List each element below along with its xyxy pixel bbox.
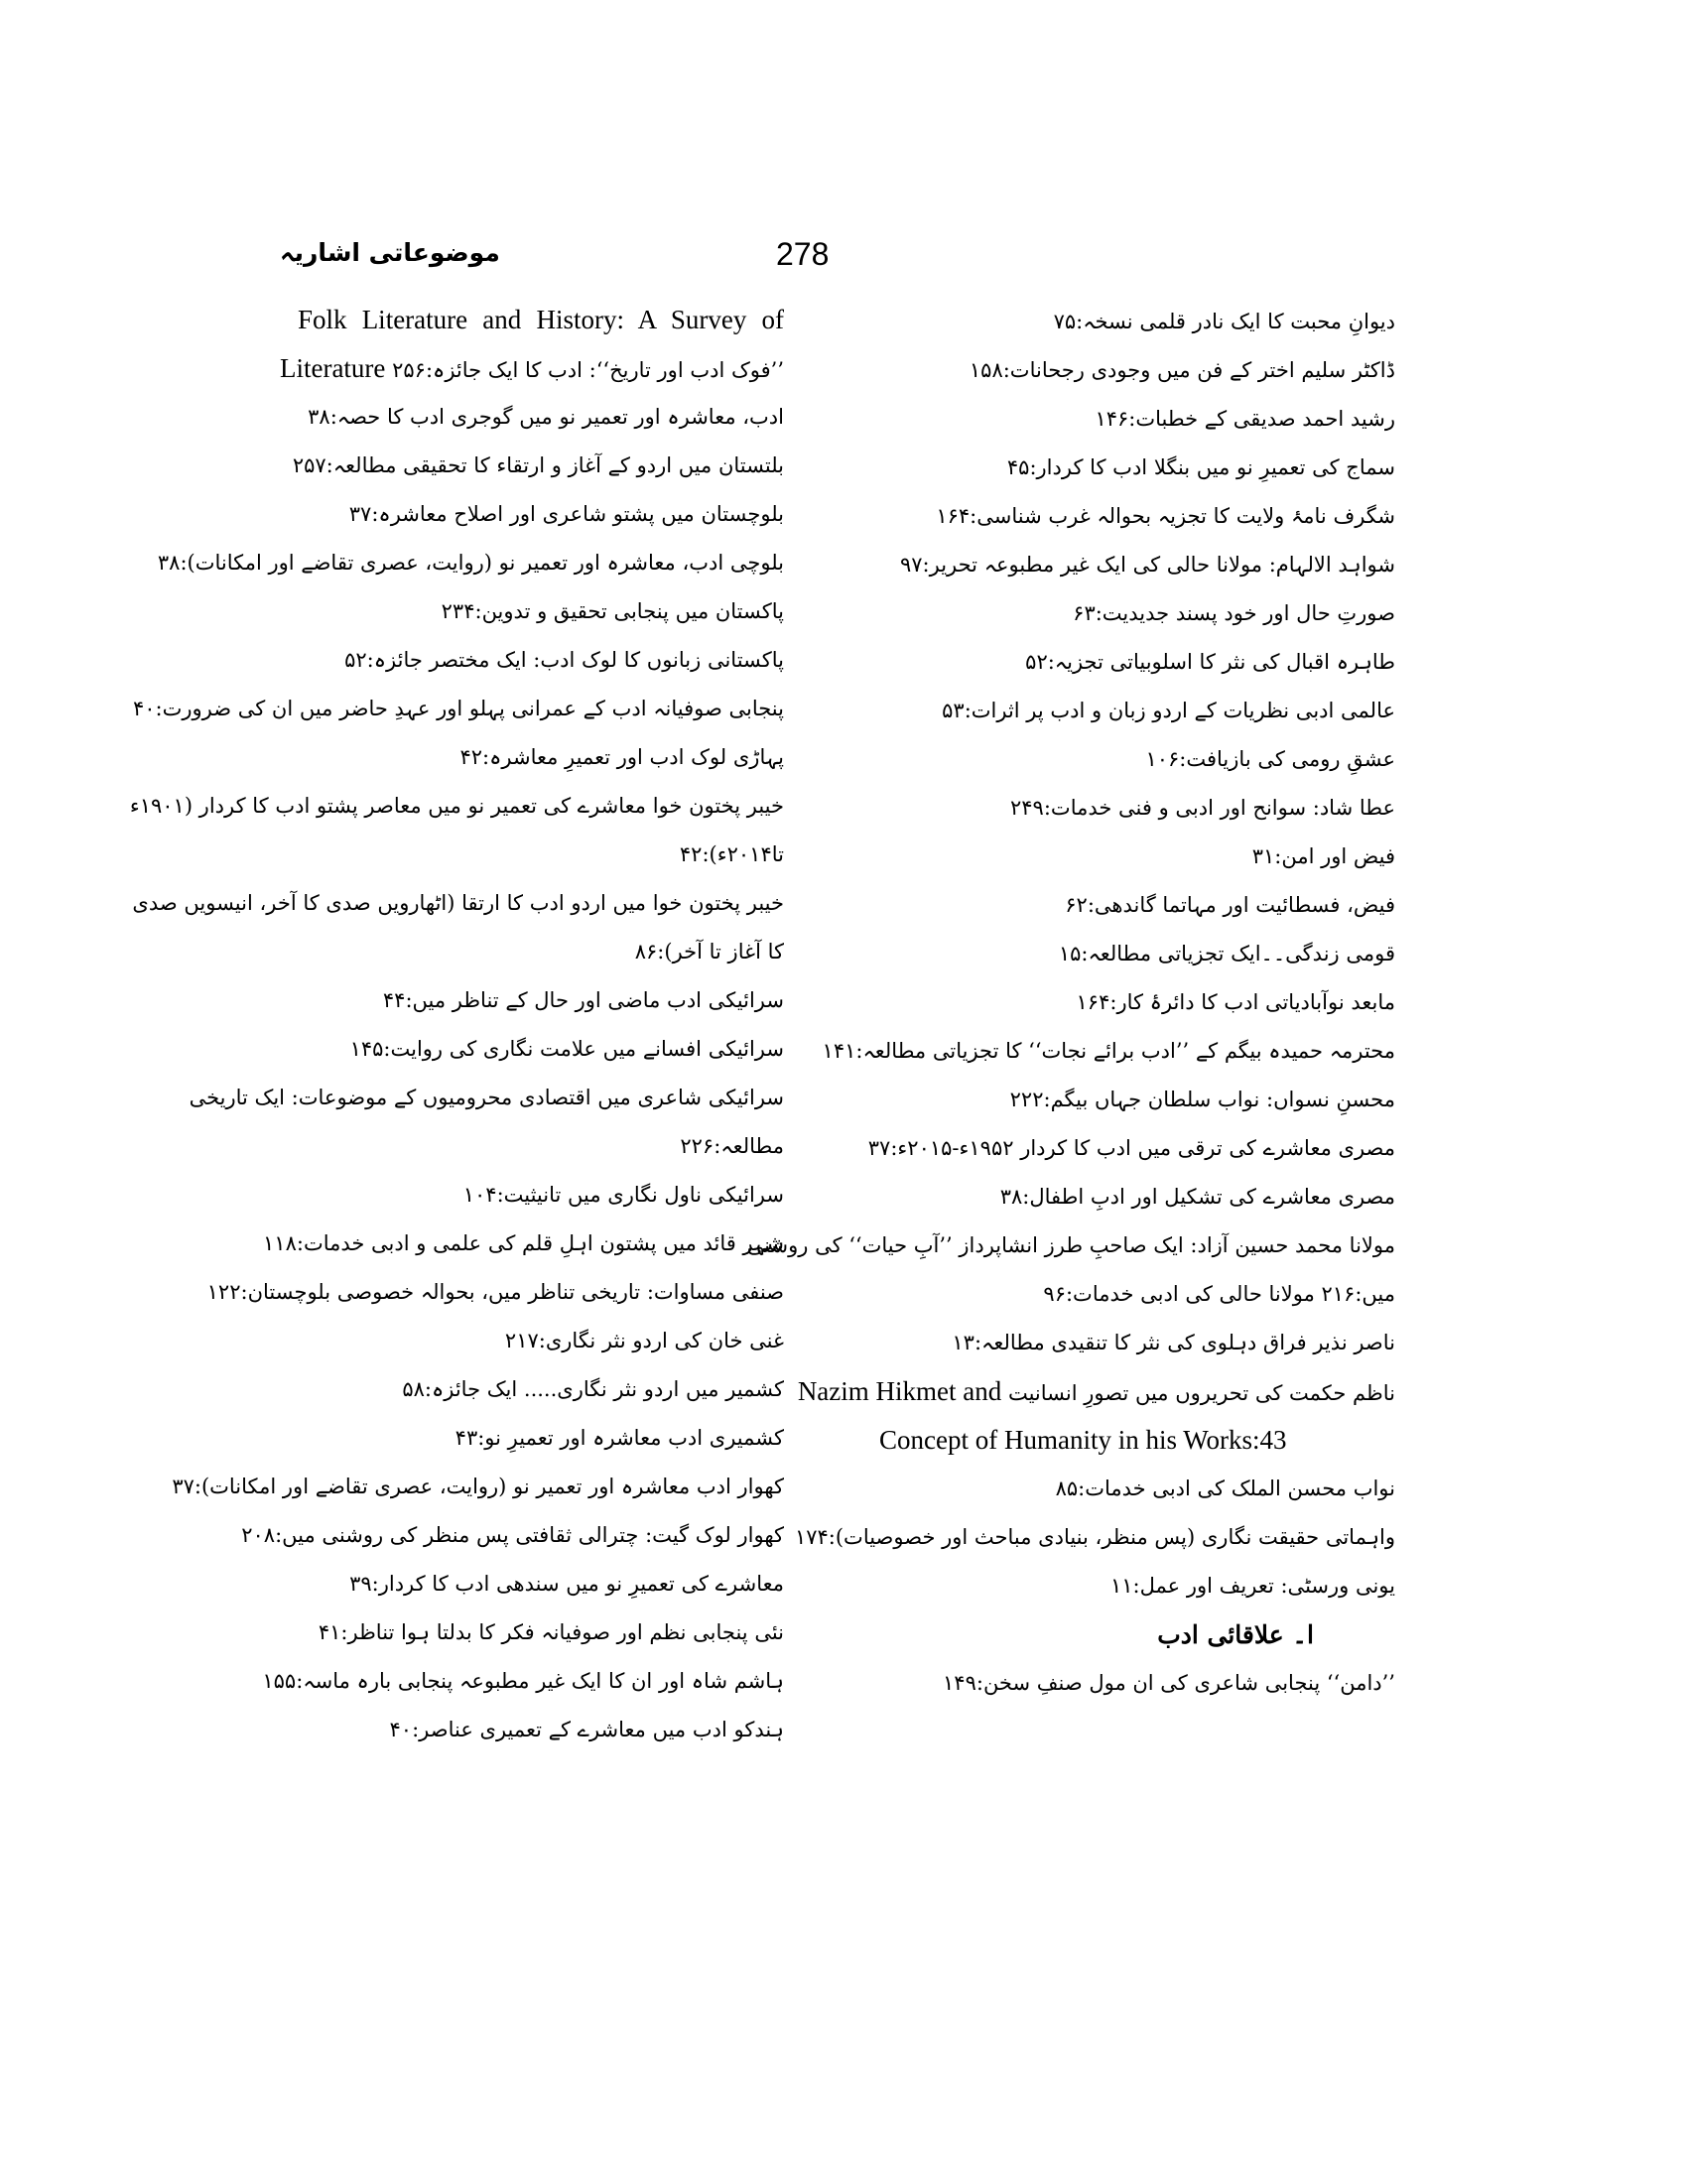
section-heading: ا۔ علاقائی ادب [1157, 1620, 1314, 1649]
index-entry-line: Concept of Humanity in his Works:43 [879, 1425, 1287, 1455]
index-entry-line: غنی خان کی اردو نثر نگاری:۲۱۷ [504, 1329, 784, 1352]
index-entry-line: سرائیکی افسانے میں علامت نگاری کی روایت:۱۴۵ [349, 1037, 784, 1061]
index-entry-line: واہماتی حقیقت نگاری (پس منظر، بنیادی مباحث اور خصوصیات):۱۷۴ [794, 1525, 1395, 1549]
index-entry-line: قومی زندگی۔۔ایک تجزیاتی مطالعہ:۱۵ [1058, 942, 1395, 965]
index-entry-line: میں:۲۱۶ مولانا حالی کی ادبی خدمات:۹۶ [1043, 1282, 1395, 1306]
index-entry-line: صنفی مساوات: تاریخی تناظر میں، بحوالہ خصوصی بلوچستان:۱۲۲ [206, 1280, 784, 1304]
index-entry-line: پاکستانی زبانوں کا لوک ادب: ایک مختصر جائزہ:۵۲ [344, 648, 784, 672]
index-entry-line: فیض، فسطائیت اور مہاتما گاندھی:۶۲ [1065, 893, 1395, 917]
index-column-left [129, 296, 784, 1754]
index-entry-line: Folk Literature and History: A Survey of [298, 305, 784, 334]
index-entry-line [279, 344, 784, 393]
index-entry-line: کھوار لوک گیت: چترالی ثقافتی پس منظر کی روشنی میں:۲۰۸ [241, 1523, 784, 1547]
index-entry-line: محسنِ نسواں: نواب سلطان جہاں بیگم:۲۲۲ [1009, 1088, 1395, 1111]
page-number: 278 [776, 236, 830, 272]
index-entry-line: پنجابی صوفیانہ ادب کے عمرانی پہلو اور عہدِ حاضر میں ان کی ضرورت:۴۰ [132, 697, 784, 720]
index-entry-line: سرائیکی شاعری میں اقتصادی محرومیوں کے موضوعات: ایک تاریخی [189, 1086, 784, 1109]
index-entry-line: دیوانِ محبت کا ایک نادر قلمی نسخہ:۷۵ [1053, 310, 1395, 333]
index-entry-line [797, 1367, 1395, 1416]
index-entry-line: سماج کی تعمیرِ نو میں بنگلا ادب کا کردار:۴۵ [1006, 455, 1395, 479]
index-entry-line: ہندکو ادب میں معاشرے کے تعمیری عناصر:۴۰ [389, 1718, 784, 1741]
index-entry-line: مصری معاشرے کی تشکیل اور ادبِ اطفال:۳۸ [999, 1185, 1395, 1209]
index-entry-line: مصری معاشرے کی ترقی میں ادب کا کردار ۱۹۵۲ء-۲۰۱۵ء:۳۷ [867, 1136, 1395, 1160]
index-entry-line: بلوچستان میں پشتو شاعری اور اصلاح معاشرہ:۳۷ [348, 502, 784, 526]
index-entry-line: عشقِ رومی کی بازیافت:۱۰۶ [1145, 747, 1395, 771]
index-entry-line: خیبر پختون خوا میں اردو ادب کا ارتقا (اٹھارویں صدی کا آخر، انیسویں صدی [132, 891, 784, 915]
index-entry-line: کشمیر میں اردو نثر نگاری..... ایک جائزہ:۵۸ [402, 1377, 784, 1401]
index-entry-line: پاکستان میں پنجابی تحقیق و تدوین:۲۳۴ [441, 599, 784, 623]
index-entry-line: نئی پنجابی نظم اور صوفیانہ فکر کا بدلتا ہوا تناظر:۴۱ [318, 1620, 784, 1644]
index-entry-line: کا آغاز تا آخر):۸۶ [634, 940, 784, 964]
index-entry-line: مطالعہ:۲۲۶ [680, 1134, 784, 1158]
index-entry-line: شگرف نامۂ ولایت کا تجزیہ بحوالہ غرب شناسی:۱۶۴ [936, 504, 1395, 528]
index-entry-line: پہاڑی لوک ادب اور تعمیرِ معاشرہ:۴۲ [459, 745, 784, 769]
index-entry-line: یونی ورسٹی: تعریف اور عمل:۱۱ [1109, 1574, 1395, 1598]
running-title: موضوعاتی اشاریہ [280, 238, 500, 267]
index-entry-line: کشمیری ادب معاشرہ اور تعمیرِ نو:۴۳ [454, 1426, 784, 1450]
index-entry-line: مابعد نوآبادیاتی ادب کا دائرۂ کار:۱۶۴ [1076, 990, 1395, 1014]
index-entry-line: شواہد الالہام: مولانا حالی کی ایک غیر مطبوعہ تحریر:۹۷ [899, 553, 1395, 577]
index-entry-line: کھوار ادب معاشرہ اور تعمیر نو (روایت، عصری تقاضے اور امکانات):۳۷ [172, 1475, 784, 1498]
index-entry-line: ہاشم شاہ اور ان کا ایک غیر مطبوعہ پنجابی بارہ ماسہ:۱۵۵ [262, 1669, 784, 1693]
index-entry-line: سرائیکی ناول نگاری میں تانیثیت:۱۰۴ [462, 1183, 784, 1207]
entry-latin-text: Literature [279, 353, 386, 383]
index-entry-line: معاشرے کی تعمیرِ نو میں سندھی ادب کا کردار:۳۹ [349, 1572, 784, 1596]
index-entry-line: بلوچی ادب، معاشرہ اور تعمیر نو (روایت، عصری تقاضے اور امکانات):۳۸ [157, 551, 784, 575]
index-entry-line: بلتستان میں اردو کے آغاز و ارتقاء کا تحقیقی مطالعہ:۲۵۷ [292, 453, 784, 477]
index-entry-line: سرائیکی ادب ماضی اور حال کے تناظر میں:۴۴ [382, 988, 784, 1012]
index-entry-line: تا۲۰۱۴ء):۴۲ [679, 842, 784, 866]
index-entry-line: نواب محسن الملک کی ادبی خدمات:۸۵ [1055, 1477, 1395, 1500]
index-entry-line: عالمی ادبی نظریات کے اردو زبان و ادب پر اثرات:۵۳ [942, 699, 1395, 722]
index-entry-line: صورتِ حال اور خود پسند جدیدیت:۶۳ [1073, 601, 1395, 625]
index-entry-line: ناصر نذیر فراق دہلوی کی نثر کا تنقیدی مطالعہ:۱۳ [952, 1331, 1395, 1354]
index-entry-line: طاہرہ اقبال کی نثر کا اسلوبیاتی تجزیہ:۵۲ [1025, 650, 1395, 674]
index-entry-line: عطا شاد: سوانح اور ادبی و فنی خدمات:۲۴۹ [1010, 796, 1395, 820]
index-entry-line: ’’دامن‘‘ پنجابی شاعری کی ان مول صنفِ سخن:۱۴۹ [943, 1671, 1395, 1695]
index-entry-line: شہر قائد میں پشتون اہلِ قلم کی علمی و ادبی خدمات:۱۱۸ [263, 1231, 784, 1255]
index-entry-line: ادب، معاشرہ اور تعمیر نو میں گوجری ادب کا حصہ:۳۸ [308, 405, 784, 429]
index-entry-line: مولانا محمد حسین آزاد: ایک صاحبِ طرز انشاپرداز ’’آبِ حیات‘‘ کی روشنی [746, 1233, 1395, 1257]
index-entry-line: محترمہ حمیدہ بیگم کے ’’ادب برائے نجات‘‘ کا تجزیاتی مطالعہ:۱۴۱ [822, 1039, 1395, 1063]
index-entry-line: رشید احمد صدیقی کے خطبات:۱۴۶ [1095, 407, 1395, 431]
entry-latin-text: Nazim Hikmet and [797, 1376, 1002, 1406]
index-entry-line: خیبر پختون خوا معاشرے کی تعمیر نو میں معاصر پشتو ادب کا کردار (۱۹۰۱ء [129, 794, 784, 818]
entry-urdu-text: ’’فوک ادب اور تاریخ‘‘: ادب کا ایک جائزہ:۲۵۶ [392, 358, 784, 382]
index-entry-line: فیض اور امن:۳۱ [1251, 844, 1395, 868]
index-entry-line: ڈاکٹر سلیم اختر کے فن میں وجودی رجحانات:۱۵۸ [969, 358, 1395, 382]
index-column-right [746, 298, 1395, 1708]
entry-urdu-text: ناظم حکمت کی تحریروں میں تصورِ انسانیت [1007, 1381, 1395, 1405]
